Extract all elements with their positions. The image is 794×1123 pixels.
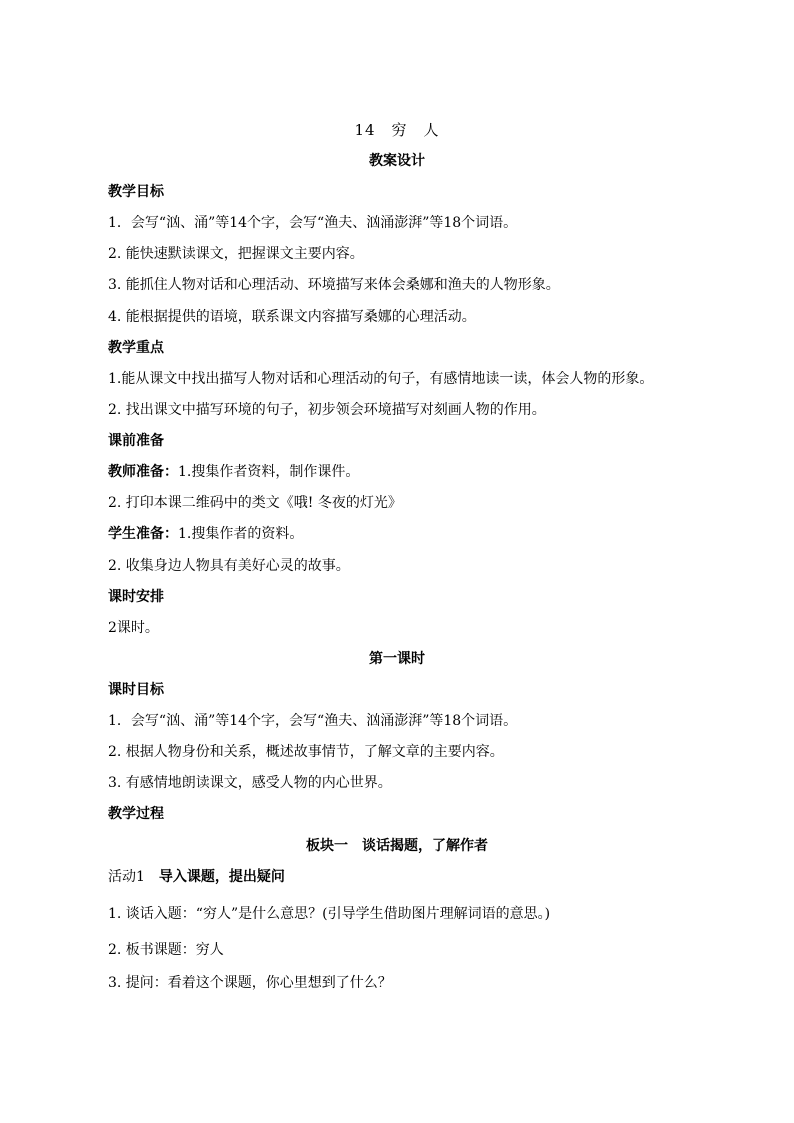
teacher-prep-label: 教师准备：: [108, 464, 178, 480]
goal-item: 1．会写“汹、涌”等14个字，会写“渔夫、汹涌澎湃”等18个词语。: [108, 215, 518, 231]
activity-heading: [108, 867, 285, 887]
lesson-goal-item: 1．会写“汹、涌”等14个字，会写“渔夫、汹涌澎湃”等18个词语。: [108, 713, 518, 729]
key-points-heading: 教学重点: [108, 340, 164, 356]
lesson-goal-item: 2. 根据人物身份和关系，概述故事情节，了解文章的主要内容。: [108, 744, 504, 760]
goals-heading: 教学目标: [108, 184, 164, 200]
student-prep-item: 2. 收集身边人物具有美好心灵的故事。: [108, 558, 350, 574]
goal-item: 3. 能抓住人物对话和心理活动、环境描写来体会桑娜和渔夫的人物形象。: [108, 277, 560, 293]
lesson-goals-heading: 课时目标: [108, 682, 164, 698]
teacher-prep-text: 1.搜集作者资料，制作课件。: [178, 464, 360, 480]
process-heading: 教学过程: [108, 806, 164, 822]
student-prep-text: 1.搜集作者的资料。: [178, 526, 304, 542]
teacher-prep-item: 2. 打印本课二维码中的类文《哦! 冬夜的灯光》: [108, 495, 402, 511]
prep-heading: 课前准备: [108, 433, 164, 449]
lesson-one-heading: 第一课时: [369, 651, 425, 667]
student-prep-line: [108, 524, 303, 544]
activity-title: 导入课题，提出疑问: [158, 869, 285, 885]
goal-item: 4. 能根据提供的语境，联系课文内容描写桑娜的心理活动。: [108, 309, 476, 325]
student-prep-label: 学生准备：: [108, 526, 178, 542]
activity-label: 活动1: [108, 869, 145, 885]
key-point-item: 1.能从课文中找出描写人物对话和心理活动的句子，有感情地读一读，体会人物的形象。: [108, 371, 654, 387]
schedule-heading: 课时安排: [108, 589, 164, 605]
step-item: 3. 提问：看着这个课题，你心里想到了什么？: [108, 975, 392, 991]
lesson-title: 14 穷 人: [354, 121, 440, 139]
step-item: 1. 谈话入题：“穷人”是什么意思？(引导学生借助图片理解词语的意思。): [108, 906, 551, 922]
schedule-text: 2课时。: [108, 620, 159, 636]
key-point-item: 2. 找出课文中描写环境的句子，初步领会环境描写对刻画人物的作用。: [108, 402, 546, 418]
lesson-goal-item: 3. 有感情地朗读课文，感受人物的内心世界。: [108, 775, 392, 791]
teacher-prep-line: [108, 462, 359, 482]
step-item: 2. 板书课题：穷人: [108, 942, 224, 958]
design-subtitle: 教案设计: [369, 153, 425, 169]
goal-item: 2. 能快速默读课文，把握课文主要内容。: [108, 246, 364, 262]
block-one-heading: 板块一 谈话揭题，了解作者: [306, 838, 488, 854]
